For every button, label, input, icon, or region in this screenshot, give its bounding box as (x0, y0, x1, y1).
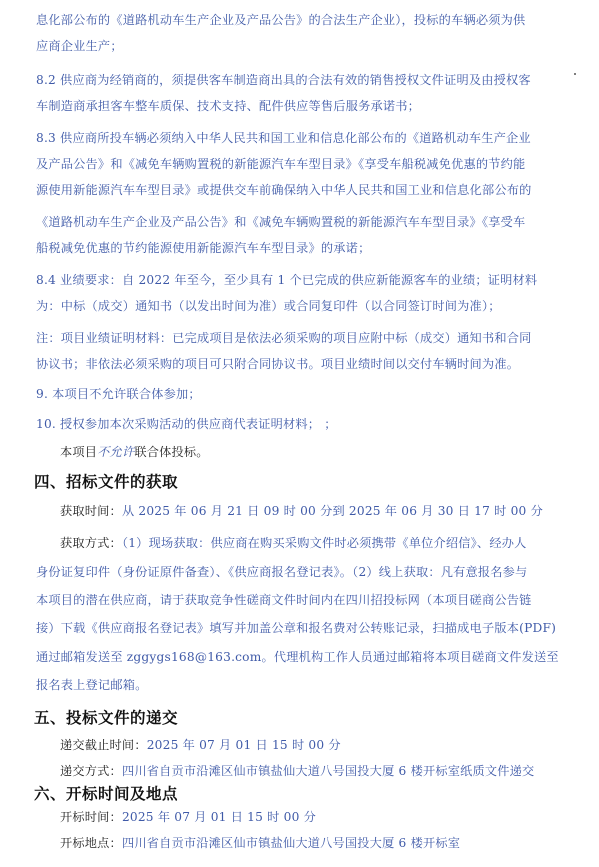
acquisition-method (60, 534, 526, 552)
section-heading-acquisition: 四、招标文件的获取 (34, 473, 179, 491)
doc-line: 本项目的潜在供应商，请于获取竞争性磋商文件时间内在四川招投标网（本项目磋商公告链 (36, 593, 532, 607)
submission-method-value: 四川省自贡市沿滩区仙市镇盐仙大道八号国投大厦 6 楼开标室纸质文件递交 (121, 764, 535, 778)
doc-line: 报名表上登记邮箱。 (36, 678, 148, 692)
opening-place-value: 四川省自贡市沿滩区仙市镇盐仙大道八号国投大厦 6 楼开标室 (121, 836, 461, 850)
doc-line: 接）下载《供应商报名登记表》填写并加盖公章和报名费对公转账记录，扫描成电子版本(PDF) (36, 621, 557, 635)
consortium-prefix: 本项目 (60, 445, 98, 459)
acquisition-time-label: 获取时间： (60, 504, 122, 518)
doc-line: 船税减免优惠的节约能源使用新能源汽车车型目录》的承诺； (36, 241, 371, 255)
section-heading-submission: 五、投标文件的递交 (34, 709, 179, 727)
doc-line: 源使用新能源汽车车型目录》或提供交车前确保纳入中华人民共和国工业和信息化部公布的 (36, 183, 532, 197)
scan-speck (574, 73, 576, 75)
doc-line: 及产品公告》和《减免车辆购置税的新能源汽车车型目录》《享受车船税减免优惠的节约能 (36, 157, 526, 171)
opening-time (60, 808, 316, 826)
doc-line: （1）现场获取：供应商在购买采购文件时必须携带《单位介绍信》、经办人 (121, 536, 527, 550)
doc-line: 《道路机动车生产企业及产品公告》和《减免车辆购置税的新能源汽车车型目录》《享受车 (36, 215, 526, 229)
opening-place-label: 开标地点： (60, 836, 122, 850)
doc-line: 8.2 供应商为经销商的，须提供客车制造商出具的合法有效的销售授权文件证明及由授权客 (36, 73, 531, 87)
acquisition-time-value: 从 2025 年 06 月 21 日 09 时 00 分到 2025 年 06 月 30 日 17 时 00 分 (121, 504, 543, 518)
submission-method (60, 762, 534, 780)
doc-line: 8.3 供应商所投车辆必须纳入中华人民共和国工业和信息化部公布的《道路机动车生产企业 (36, 131, 531, 145)
submission-deadline-value: 2025 年 07 月 01 日 15 时 00 分 (146, 738, 341, 752)
doc-line: 注：项目业绩证明材料：已完成项目是依法必须采购的项目应附中标（成交）通知书和合同 (36, 331, 532, 345)
doc-line: 车制造商承担客车整车质保、技术支持、配件供应等售后服务承诺书； (36, 99, 421, 113)
doc-line: 8.4 业绩要求：自 2022 年至今，至少具有 1 个已完成的供应新能源客车的业绩；证明材料 (36, 273, 538, 287)
opening-time-label: 开标时间： (60, 810, 122, 824)
doc-line: 9. 本项目不允许联合体参加； (36, 387, 201, 401)
acquisition-method-label: 获取方式： (60, 536, 122, 550)
doc-line: 应商企业生产； (36, 39, 123, 53)
consortium-suffix: 联合体投标。 (134, 445, 209, 459)
doc-line: 息化部公布的《道路机动车生产企业及产品公告》的合法生产企业），投标的车辆必须为供 (36, 13, 526, 27)
doc-line: 通过邮箱发送至 zggygs168@163.com。代理机构工作人员通过邮箱将本项目磋商文件发送至 (36, 650, 559, 664)
submission-deadline-label: 递交截止时间： (60, 738, 147, 752)
opening-time-value: 2025 年 07 月 01 日 15 时 00 分 (121, 810, 316, 824)
doc-line: 10. 授权参加本次采购活动的供应商代表证明材料； ； (36, 417, 337, 431)
doc-line: 协议书；非依法必须采购的项目可只附合同协议书。项目业绩时间以交付车辆时间为准。 (36, 357, 520, 371)
doc-line: 为：中标（成交）通知书（以发出时间为准）或合同复印件（以合同签订时间为准）； (36, 299, 501, 313)
submission-method-label: 递交方式： (60, 764, 122, 778)
consortium-value: 不允许 (97, 445, 135, 459)
consortium-note (60, 443, 209, 461)
acquisition-time (60, 502, 543, 520)
section-heading-opening: 六、开标时间及地点 (34, 785, 179, 803)
doc-line: 身份证复印件（身份证原件备查）、《供应商报名登记表》。（2）线上获取：凡有意报名参与 (36, 565, 528, 579)
opening-place (60, 834, 460, 852)
submission-deadline (60, 736, 341, 754)
